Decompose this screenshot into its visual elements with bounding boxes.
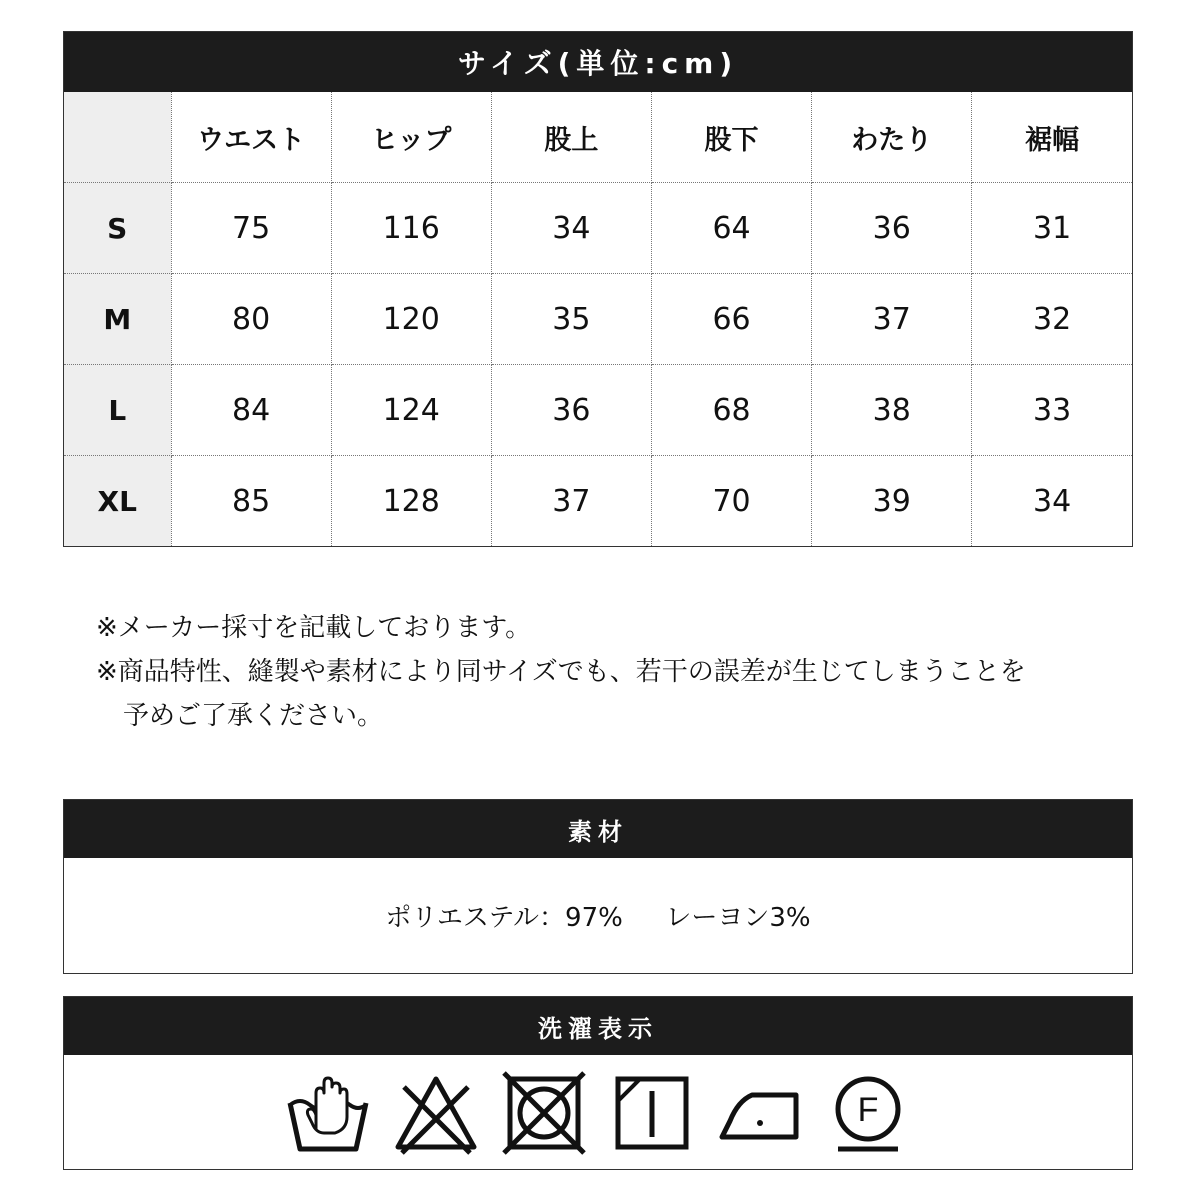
column-header: わたり: [812, 92, 972, 183]
care-title: 洗濯表示: [64, 997, 1132, 1055]
size-table-section: [63, 31, 1133, 547]
care-section: [63, 996, 1133, 1170]
table-cell: 85: [171, 456, 331, 547]
table-row: [64, 456, 1132, 547]
row-header-size: XL: [64, 456, 171, 547]
table-cell: 70: [651, 456, 811, 547]
table-cell: 75: [171, 183, 331, 274]
table-cell: 128: [331, 456, 491, 547]
no-tumble-dry-icon: [502, 1071, 586, 1155]
size-table: [64, 92, 1132, 546]
table-cell: 38: [812, 365, 972, 456]
table-cell: 39: [812, 456, 972, 547]
row-header-size: M: [64, 274, 171, 365]
column-header: 股上: [491, 92, 651, 183]
note-line: 予めご了承ください。: [123, 701, 384, 731]
table-cell: 36: [491, 365, 651, 456]
material-text: ポリエステル：97% レーヨン3%: [385, 903, 811, 933]
table-cell: 66: [651, 274, 811, 365]
notes: [96, 606, 1136, 738]
size-table-corner: [64, 92, 171, 183]
table-cell: 35: [491, 274, 651, 365]
table-cell: 116: [331, 183, 491, 274]
table-cell: 37: [491, 456, 651, 547]
table-cell: 37: [812, 274, 972, 365]
hand-wash-icon: [286, 1071, 370, 1155]
table-cell: 64: [651, 183, 811, 274]
table-cell: 36: [812, 183, 972, 274]
table-cell: 68: [651, 365, 811, 456]
table-row: [64, 365, 1132, 456]
no-bleach-icon: [394, 1071, 478, 1155]
column-header: 股下: [651, 92, 811, 183]
table-row: [64, 274, 1132, 365]
material-title: 素材: [64, 800, 1132, 858]
table-cell: 84: [171, 365, 331, 456]
care-icons: [64, 1055, 1132, 1170]
table-cell: 33: [972, 365, 1132, 456]
dry-clean-letter: F: [857, 1090, 879, 1129]
table-cell: 31: [972, 183, 1132, 274]
column-header: ウエスト: [171, 92, 331, 183]
note-line: ※メーカー採寸を記載しております。: [96, 613, 532, 643]
table-cell: 34: [491, 183, 651, 274]
size-table-title: サイズ(単位:cm): [64, 32, 1132, 92]
row-header-size: L: [64, 365, 171, 456]
table-cell: 32: [972, 274, 1132, 365]
material-section: [63, 799, 1133, 974]
dry-clean-f-icon: [826, 1071, 910, 1155]
table-cell: 80: [171, 274, 331, 365]
table-cell: 124: [331, 365, 491, 456]
table-cell: 120: [331, 274, 491, 365]
line-dry-shade-icon: [610, 1071, 694, 1155]
row-header-size: S: [64, 183, 171, 274]
size-table-header-row: [64, 92, 1132, 183]
column-header: ヒップ: [331, 92, 491, 183]
column-header: 裾幅: [972, 92, 1132, 183]
low-iron-icon: [718, 1071, 802, 1155]
table-row: [64, 183, 1132, 274]
note-line: ※商品特性、縫製や素材により同サイズでも、若干の誤差が生じてしまうことを: [96, 657, 1026, 687]
table-cell: 34: [1033, 483, 1072, 519]
